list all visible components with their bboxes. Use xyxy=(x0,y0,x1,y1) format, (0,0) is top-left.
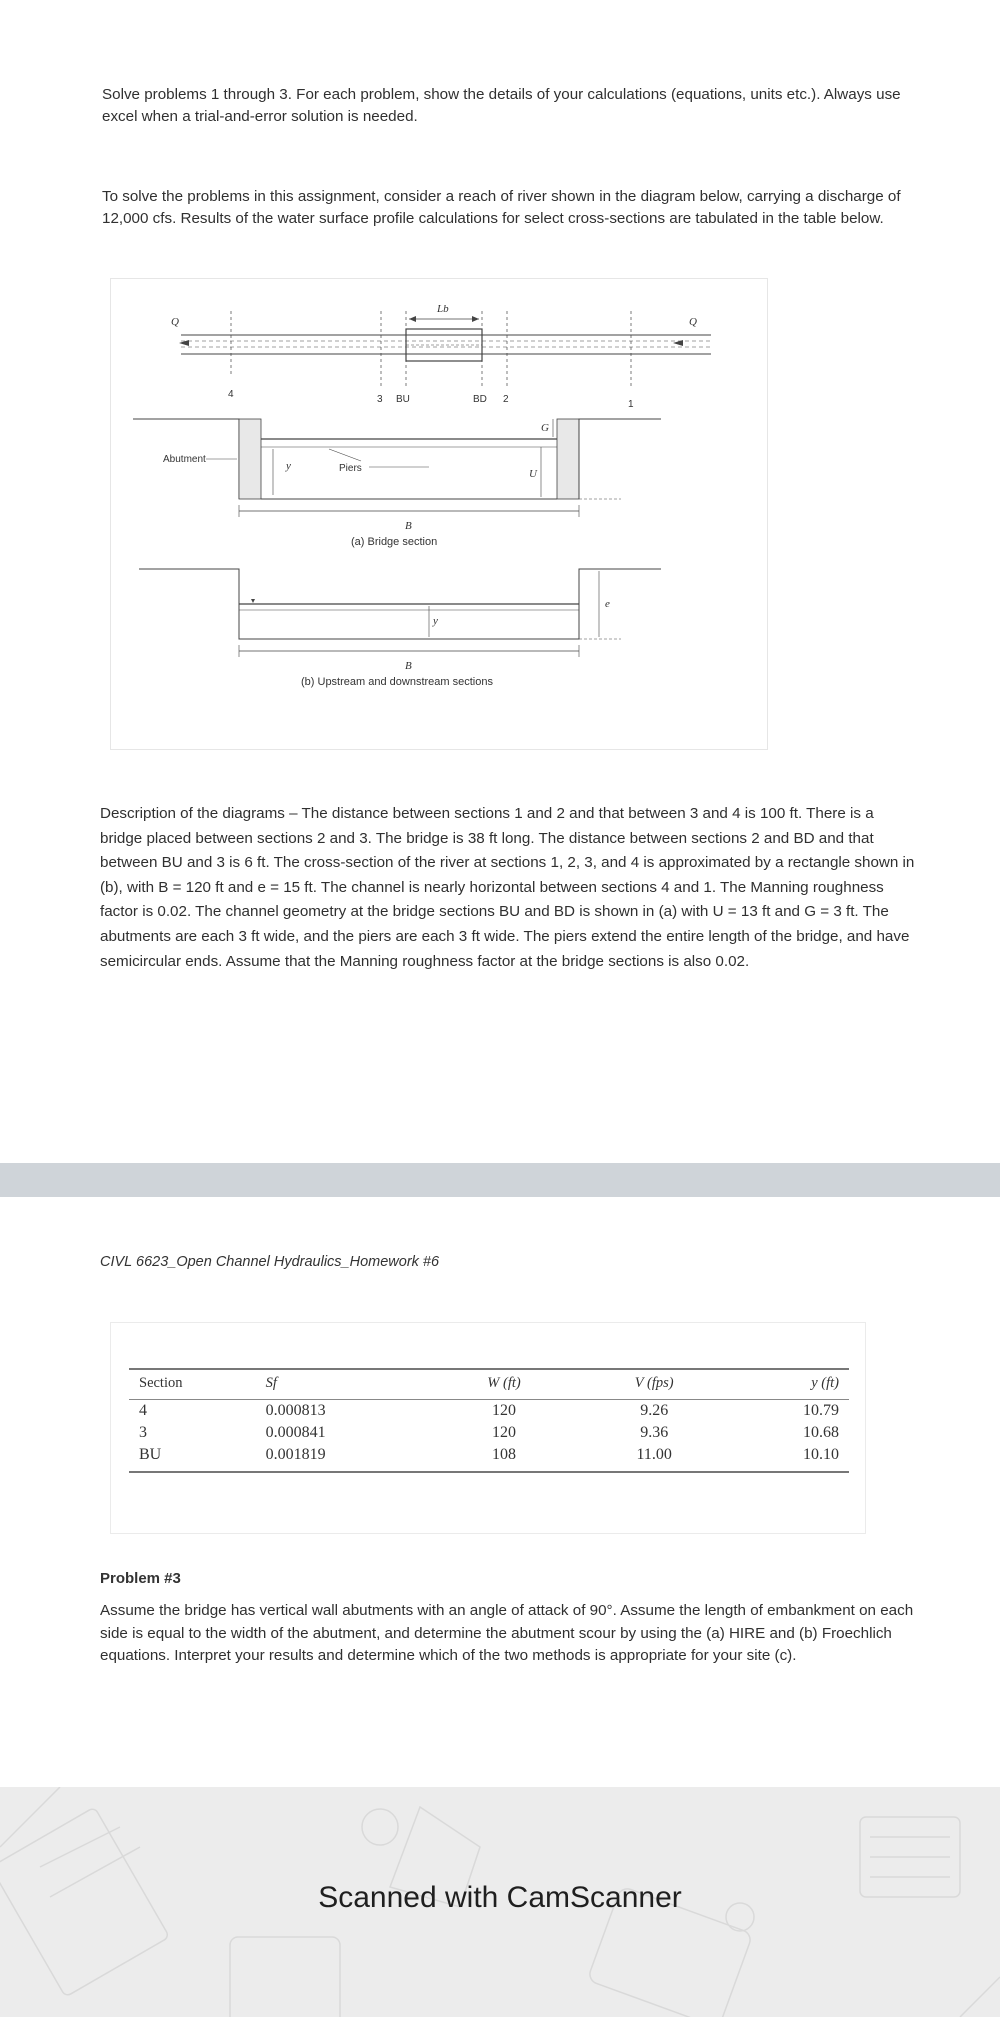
figure-svg xyxy=(111,279,767,749)
cell-v: 9.36 xyxy=(640,1424,669,1441)
cell-sf: 0.001819 xyxy=(266,1444,432,1472)
cell-section: 4 xyxy=(139,1402,147,1419)
e-label: e xyxy=(605,598,610,610)
plan-lb-label: Lb xyxy=(437,303,449,315)
header-y: y (ft) xyxy=(732,1369,849,1400)
header-w: W (ft) xyxy=(431,1369,576,1400)
context-text: To solve the problems in this assignment, consider a reach of river shown in the diagram below, carrying a discharge of 12,000 cfs. Results of the water surface profile calculations for select cross-sections are tabulated in the table below. xyxy=(102,188,901,227)
camscanner-footer xyxy=(0,1787,1000,2017)
plan-q-left-label: Q xyxy=(171,316,179,328)
problem-3-heading: Problem #3 xyxy=(100,1570,181,1587)
updown-section xyxy=(139,569,661,657)
cell-y: 10.79 xyxy=(803,1402,839,1419)
piers-label: Piers xyxy=(339,463,362,474)
cell-y: 10.68 xyxy=(803,1424,839,1441)
cell-w: 108 xyxy=(431,1444,576,1472)
abutment-label: Abutment xyxy=(163,454,206,465)
g-label: G xyxy=(541,422,549,434)
table-row xyxy=(129,1444,849,1472)
bridge-y-label: y xyxy=(286,460,291,472)
header-v: V (fps) xyxy=(577,1369,732,1400)
river-bridge-figure xyxy=(110,278,768,750)
plan-q-right-label: Q xyxy=(689,316,697,328)
cell-y: 10.10 xyxy=(732,1444,849,1472)
camscanner-watermark: Scanned with CamScanner xyxy=(318,1881,682,1914)
bridge-section-caption: (a) Bridge section xyxy=(351,536,438,548)
plan-section-2-label: 2 xyxy=(503,394,509,405)
cell-v: 9.26 xyxy=(640,1402,669,1419)
bridge-section-labels xyxy=(163,422,549,548)
plan-section-bu-label: BU xyxy=(396,394,410,405)
results-table xyxy=(129,1368,849,1473)
u-label: U xyxy=(529,468,537,480)
cell-w: 120 xyxy=(492,1402,517,1419)
problem-3-text: Assume the bridge has vertical wall abutments with an angle of attack of 90°. Assume the length of embankment on each side is equal to the width of the abutment, and determine the abutment scour by using the (a) HIRE and (b) Froechlich equations. Interpret your results and determine which of the two methods is appropriate for your site (c). xyxy=(100,1602,914,1664)
table-row xyxy=(129,1400,849,1423)
course-title: CIVL 6623_Open Channel Hydraulics_Homework #6 xyxy=(100,1254,440,1270)
plan-section-4-label: 4 xyxy=(228,389,234,400)
page-separator xyxy=(0,1163,1000,1197)
header-sf: Sf xyxy=(266,1369,432,1400)
updown-section-caption: (b) Upstream and downstream sections xyxy=(301,676,493,688)
plan-section-1-label: 1 xyxy=(628,399,634,410)
results-table-box xyxy=(110,1322,866,1534)
diagram-description: Description of the diagrams – The distance between sections 1 and 2 and that between 3 and 4 is 100 ft. There is a bridge placed between sections 2 and 3. The bridge is 38 ft long. The distance between sections 2 and BD and that between BU and 3 is 6 ft. The cross-section of the river at sections 1, 2, 3, and 4 is approximated by a rectangle shown in (b), with B = 120 ft and e = 15 ft. The channel is nearly horizontal between sections 4 and 1. The Manning roughness factor is 0.02. The channel geometry at the bridge sections BU and BD is shown in (a) with U = 13 ft and G = 3 ft. The abutments are each 3 ft wide, and the piers are each 3 ft wide. The piers extend the entire length of the bridge, and have semicircular ends. Assume that the Manning roughness factor at the bridge sections is also 0.02. xyxy=(100,805,915,970)
table-header-row xyxy=(129,1369,849,1400)
cell-sf: 0.000813 xyxy=(265,1402,326,1419)
plan-view xyxy=(179,311,711,387)
bridge-section xyxy=(133,419,661,517)
cell-v: 11.00 xyxy=(577,1444,732,1472)
updown-y-label: y xyxy=(433,615,438,627)
header-section: Section xyxy=(129,1369,266,1400)
plan-section-3-label: 3 xyxy=(377,394,383,405)
updown-section-labels xyxy=(301,598,610,688)
updown-b-label: B xyxy=(405,660,412,672)
table-row xyxy=(129,1422,849,1444)
plan-section-bd-label: BD xyxy=(473,394,487,405)
instructions-text: Solve problems 1 through 3. For each problem, show the details of your calculations (equations, units etc.). Always use excel when a trial-and-error solution is needed. xyxy=(102,86,901,125)
cell-section: BU xyxy=(129,1444,266,1472)
bridge-b-label: B xyxy=(405,520,412,532)
cell-sf: 0.000841 xyxy=(265,1424,326,1441)
cell-section: 3 xyxy=(139,1424,147,1441)
cell-w: 120 xyxy=(492,1424,517,1441)
